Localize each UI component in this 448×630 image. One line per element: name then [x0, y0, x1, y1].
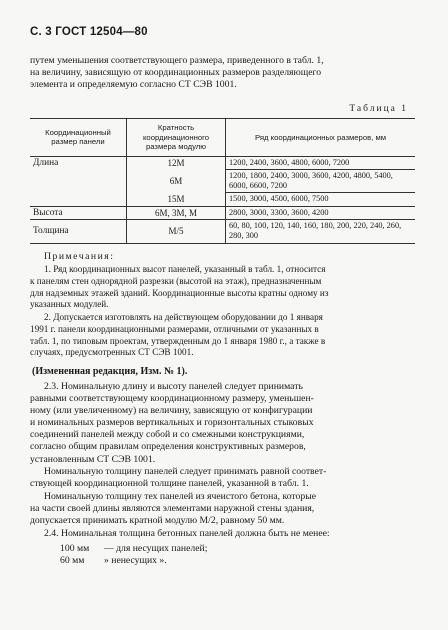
table-header-row	[30, 119, 415, 157]
dimensions-table	[30, 118, 415, 244]
table-row	[30, 193, 415, 206]
note-1: 1. Ряд координационных высот панелей, указанный в табл. 1, относится к панелям стен однорядной разрезки (высотой на этаж), предназначенным для надземных этажей зданий. Координационные высоты кратны одному из указанных модулей.	[30, 264, 329, 310]
row-series: 1200, 1800, 2400, 3000, 3600, 4200, 4800, 5400, 6000, 6600, 7200	[226, 169, 416, 193]
row-module: 6М, 3М, М	[127, 206, 226, 219]
row-dimension: Высота	[30, 206, 127, 219]
table-row	[30, 219, 415, 243]
thickness-paragraph-1: Номинальную толщину панелей следует принимать равной соответ- ствующей координационной толщине панелей, указанной в табл. 1.	[30, 466, 327, 490]
row-module: 15М	[127, 193, 226, 206]
paragraph-2-3: 2.3. Номинальную длину и высоту панелей следует принимать равными соответствующему координационному размеру, уменьшен- ному (или увеличенному) на величину, зависящую от конфигурации и номинальных размеров вертикальных и горизонтальных стыковых соединений панелей между собой и со смежными конструкциями, согласно общим правилам определения конструктивных размеров, установленным СТ СЭВ 1001.	[30, 381, 314, 465]
list-item: 100 мм — для несущих панелей;	[60, 543, 208, 554]
row-dimension: Толщина	[30, 219, 127, 243]
table-row	[30, 206, 415, 219]
row-series: 60, 80, 100, 120, 140, 160, 180, 200, 220, 240, 260, 280, 300	[226, 219, 416, 243]
row-dimension	[30, 169, 127, 193]
row-dimension	[30, 193, 127, 206]
min-thickness-list	[60, 543, 360, 567]
paragraph-2-4: 2.4. Номинальная толщина бетонных панелей должна быть не менее:	[44, 528, 330, 539]
row-dimension: Длина	[33, 157, 59, 168]
table-row	[30, 156, 415, 169]
header-series: Ряд координационных размеров, мм	[226, 119, 416, 157]
header-multiplicity: Кратность координационного размера модулю	[127, 119, 226, 157]
revision-note: (Измененная редакция, Изм. № 1).	[32, 366, 188, 377]
row-module: М/5	[127, 219, 226, 243]
note-2: 2. Допускается изготовлять на действующем оборудовании до 1 января 1991 г. панели координационными размерами, отличными от указанных в табл. 1, по типовым проектам, утвержденным до 1 января 1980 г., а также в случаях, предусмотренных СТ СЭВ 1001.	[30, 312, 326, 358]
row-series: 1500, 3000, 4500, 6000, 7500	[226, 193, 416, 206]
list-item: 60 мм » ненесущих ».	[60, 555, 167, 567]
page-header: С. 3 ГОСТ 12504—80	[30, 26, 148, 38]
notes-title: Примечания:	[44, 251, 115, 262]
table-title: Таблица 1	[349, 104, 408, 114]
row-series: 2800, 3000, 3300, 3600, 4200	[226, 206, 416, 219]
row-module: 12М	[127, 156, 226, 169]
intro-paragraph: путем уменьшения соответствующего размера, приведенного в табл. 1, на величину, зависящую от координационных размеров разделяющего элемента и определяемую согласно СТ СЭВ 1001.	[30, 55, 324, 91]
header-dimension: Координационный размер панели	[30, 119, 127, 157]
thickness-paragraph-2: Номинальную толщину тех панелей из ячеистого бетона, которые на части своей длины являются элементами наружной стены здания, допускается принимать кратной модулю М/2, равному 50 мм.	[30, 491, 317, 527]
row-module: 6М	[127, 169, 226, 193]
table-row	[30, 169, 415, 193]
row-series: 1200, 2400, 3600, 4800, 6000, 7200	[226, 156, 416, 169]
